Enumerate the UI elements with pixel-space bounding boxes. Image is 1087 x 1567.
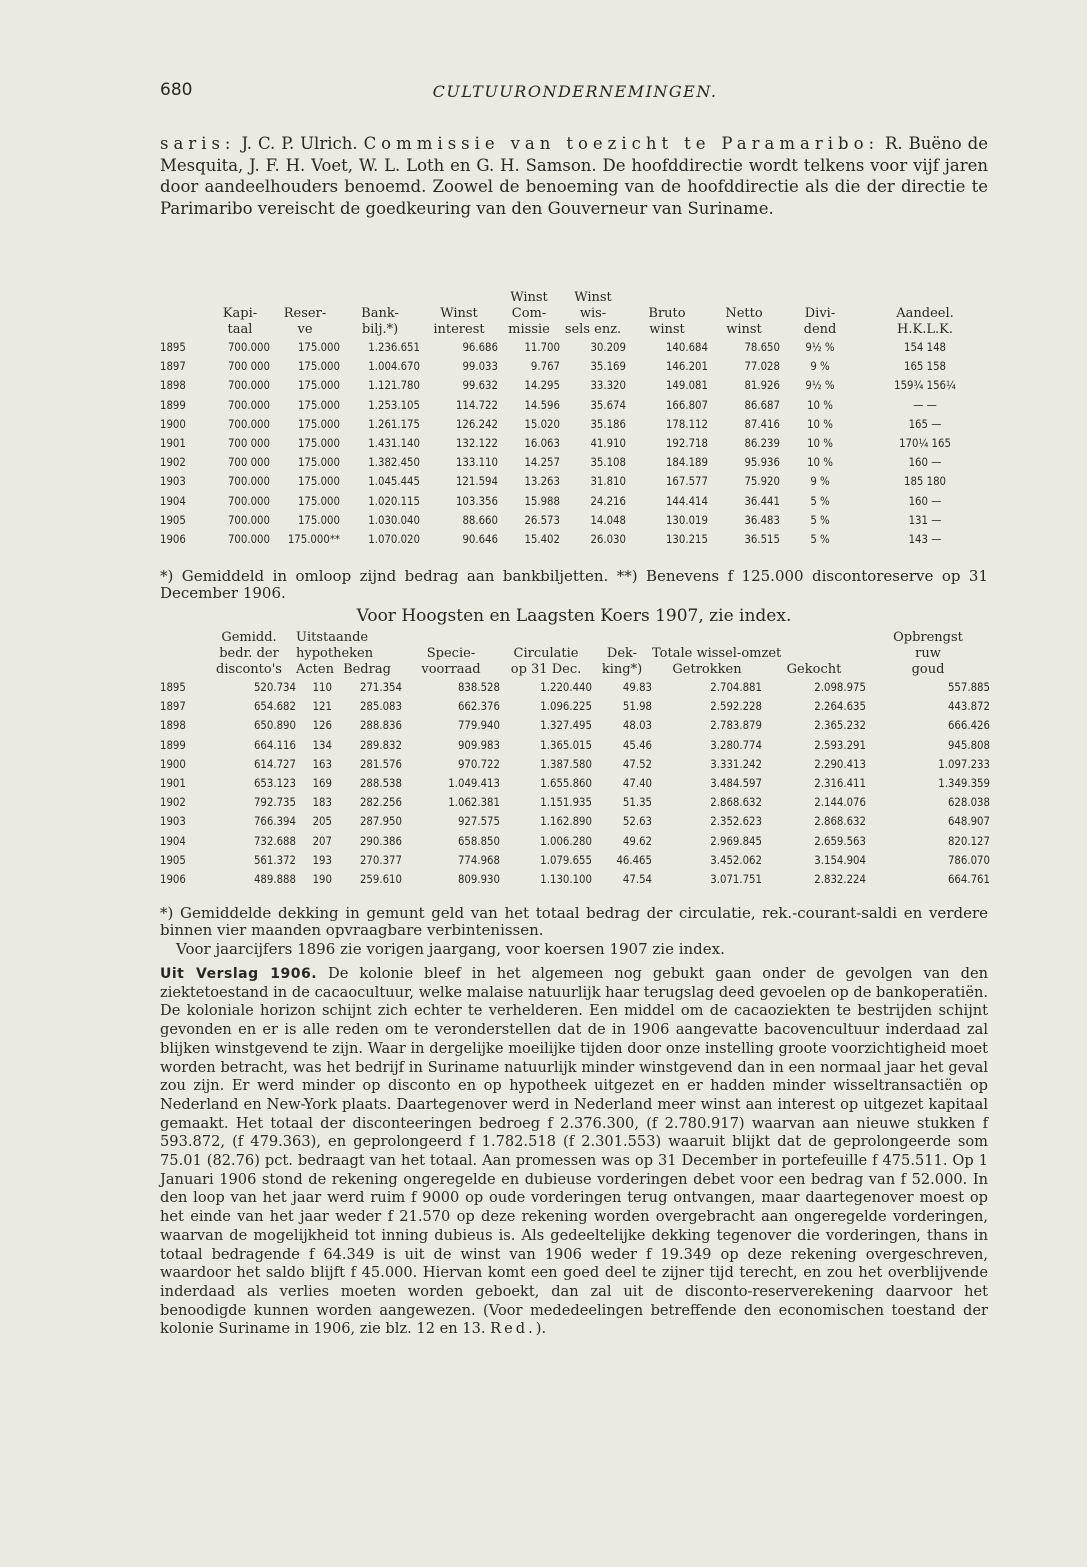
table-cell: 3.280.774 <box>710 738 762 752</box>
table-cell: 2.316.411 <box>814 777 866 791</box>
table-cell: 132.122 <box>455 437 498 451</box>
table-cell: 175.000 <box>297 379 340 393</box>
table-cell: 1.030.040 <box>368 513 420 527</box>
table-cell: 14.048 <box>590 513 626 527</box>
table-cell: 175.000 <box>297 437 340 451</box>
row-year: 1903 <box>160 815 186 829</box>
row-year: 1906 <box>160 533 186 547</box>
table-cell: 14.257 <box>524 456 560 470</box>
row-year: 1904 <box>160 494 186 508</box>
table1-col-header: Divi- dend <box>803 306 837 337</box>
table-cell: 2.365.232 <box>814 719 866 733</box>
row-year: 1900 <box>160 417 186 431</box>
table-cell: 1.236.651 <box>368 341 420 354</box>
table-cell: 121.594 <box>455 475 498 489</box>
table-cell: 700.000 <box>227 494 270 508</box>
table-cell: 662.376 <box>457 700 500 714</box>
table-row <box>160 511 990 530</box>
table-cell: 1.130.100 <box>540 873 592 887</box>
table2-col-header: Bedrag <box>343 662 391 677</box>
table-cell: 786.070 <box>947 853 990 867</box>
table-cell: 838.528 <box>457 681 500 694</box>
table-cell: 103.356 <box>455 494 498 508</box>
table-cell: 45.46 <box>622 738 652 752</box>
table-cell: 9½ % <box>805 379 835 393</box>
table-cell: 86.239 <box>744 437 780 451</box>
table-cell: 33.320 <box>590 379 626 393</box>
table-cell: 557.885 <box>947 681 990 694</box>
table-cell: 1.006.280 <box>540 834 592 848</box>
row-year: 1899 <box>160 398 186 412</box>
table-row <box>160 812 990 831</box>
row-year: 1898 <box>160 379 186 393</box>
table-cell: 1.162.890 <box>540 815 592 829</box>
table-cell: 52.63 <box>622 815 652 829</box>
table2-col-header <box>160 630 202 678</box>
table-cell: 1.097.233 <box>938 757 990 771</box>
table-cell: 81.926 <box>744 379 780 393</box>
table-cell: 140.684 <box>665 341 708 354</box>
table-cell: 648.907 <box>947 815 990 829</box>
table-cell: 170¼ 165 <box>899 437 951 451</box>
table-cell: 779.940 <box>457 719 500 733</box>
table-cell: 154 148 <box>903 341 947 354</box>
table-cell: 2.290.413 <box>814 757 866 771</box>
row-year: 1905 <box>160 853 186 867</box>
table-cell: 792.735 <box>253 796 296 810</box>
balance-table-body <box>160 678 990 889</box>
table-cell: 700.000 <box>227 379 270 393</box>
table-cell: 1.327.495 <box>540 719 592 733</box>
table-cell: 78.650 <box>744 341 780 354</box>
intro-part-4: R. Buëno de Mesquita, J. F. H. Voet, W. L. Loth en G. H. Samson. De hoofddirectie wordt telkens voor vijf jaren door aandeelhouders benoemd. Zoowel de benoeming van de hoofddirectie als die der directie te Parimaribo vereischt de goedkeuring van den Gouverneur van Suriname. <box>160 134 988 218</box>
table-cell: 1.121.780 <box>368 379 420 393</box>
table-cell: 2.098.975 <box>814 681 866 694</box>
table-cell: 121 <box>312 700 332 714</box>
table-cell: 1.096.225 <box>540 700 592 714</box>
row-year: 1895 <box>160 341 186 354</box>
table-cell: 1.045.445 <box>368 475 420 489</box>
table-cell: 166.807 <box>665 398 708 412</box>
row-year: 1901 <box>160 437 186 451</box>
table-cell: 36.483 <box>744 513 780 527</box>
intro-paragraph <box>160 133 988 219</box>
table-cell: 51.35 <box>622 796 652 810</box>
page-header <box>160 80 990 104</box>
table-cell: 2.783.879 <box>710 719 762 733</box>
table-cell: 9 % <box>810 360 830 374</box>
table-cell: 193 <box>312 853 332 867</box>
table-cell: 2.264.635 <box>814 700 866 714</box>
table2-col-header: Circulatie op 31 Dec. <box>510 646 582 677</box>
balance-table-header <box>160 630 990 678</box>
table-cell: 160 — <box>908 456 942 470</box>
table-cell: 14.596 <box>524 398 560 412</box>
table-cell: 96.686 <box>462 341 498 354</box>
table-cell: 700.000 <box>227 417 270 431</box>
row-year: 1902 <box>160 456 186 470</box>
table-cell: 2.832.224 <box>814 873 866 887</box>
table-cell: 160 — <box>908 494 942 508</box>
table-row <box>160 415 990 434</box>
table-cell: 1.020.115 <box>368 494 420 508</box>
table-cell: 35.186 <box>590 417 626 431</box>
table-cell: 654.682 <box>253 700 296 714</box>
table-cell: 666.426 <box>947 719 990 733</box>
table-cell: 1.004.670 <box>368 360 420 374</box>
table2-col-header: Totale wissel-omzet Getrokken <box>652 646 782 677</box>
balance-table-note: Voor jaarcijfers 1896 zie vorigen jaargang, voor koersen 1907 zie index. <box>176 940 725 958</box>
table-cell: 281.576 <box>359 757 402 771</box>
table-cell: 165 158 <box>903 360 947 374</box>
table-cell: 175.000 <box>297 360 340 374</box>
table-cell: 146.201 <box>665 360 708 374</box>
table-cell: 927.575 <box>457 815 500 829</box>
table-cell: 2.659.563 <box>814 834 866 848</box>
table-cell: 1.253.105 <box>368 398 420 412</box>
table-cell: 144.414 <box>665 494 708 508</box>
table-cell: 26.573 <box>524 513 560 527</box>
table1-col-header: Netto winst <box>725 306 763 337</box>
table-cell: 87.416 <box>744 417 780 431</box>
table-cell: 270.377 <box>359 853 402 867</box>
table-cell: 131 — <box>908 513 942 527</box>
table-cell: 2.868.632 <box>814 815 866 829</box>
table-cell: 1.220.440 <box>540 681 592 694</box>
table-cell: 650.890 <box>253 719 296 733</box>
table1-col-header: Kapi- taal <box>222 306 258 337</box>
table-cell: 185 180 <box>903 475 947 489</box>
table-cell: 134 <box>312 738 332 752</box>
table-cell: 143 — <box>908 533 942 547</box>
results-table-body <box>160 338 990 549</box>
table-cell: 9 % <box>810 475 830 489</box>
row-year: 1898 <box>160 719 186 733</box>
table2-col-header: Uitstaande hypotheken Acten <box>296 630 374 677</box>
row-year: 1901 <box>160 777 186 791</box>
table-cell: 10 % <box>807 417 833 431</box>
table-cell: 175.000 <box>297 475 340 489</box>
table-cell: 163 <box>312 757 332 771</box>
table-cell: 36.441 <box>744 494 780 508</box>
table-row <box>160 697 990 716</box>
table-cell: 1.261.175 <box>368 417 420 431</box>
report-end: ). <box>535 1320 547 1338</box>
table-cell: 35.169 <box>590 360 626 374</box>
table-cell: 51.98 <box>622 700 652 714</box>
table-cell: 5 % <box>810 513 830 527</box>
table-row <box>160 396 990 415</box>
table-cell: 130.215 <box>665 533 708 547</box>
results-table-footnote: *) Gemiddeld in omloop zijnd bedrag aan bankbiljetten. **) Benevens f 125.000 discontoreserve op 31 December 1906. <box>160 567 988 602</box>
table-cell: — — <box>913 398 937 412</box>
table1-col-header: Winst Com- missie <box>508 290 550 337</box>
table-cell: 99.632 <box>462 379 498 393</box>
table-cell: 175.000 <box>297 417 340 431</box>
table-row <box>160 755 990 774</box>
table-cell: 443.872 <box>947 700 990 714</box>
table-cell: 95.936 <box>744 456 780 470</box>
table-cell: 658.850 <box>457 834 500 848</box>
table-cell: 47.54 <box>622 873 652 887</box>
table-cell: 2.868.632 <box>710 796 762 810</box>
table-row <box>160 453 990 472</box>
balance-table-footnote: *) Gemiddelde dekking in gemunt geld van het totaal bedrag der circulatie, rek.-courant-saldi en verdere binnen vier maanden opvraagbare verbintenissen. <box>160 904 988 939</box>
results-table-header <box>160 290 990 338</box>
table-cell: 35.108 <box>590 456 626 470</box>
row-year: 1897 <box>160 360 186 374</box>
table-cell: 732.688 <box>253 834 296 848</box>
table-cell: 169 <box>312 777 332 791</box>
row-year: 1903 <box>160 475 186 489</box>
balance-table <box>160 630 990 889</box>
table-cell: 133.110 <box>455 456 498 470</box>
row-year: 1895 <box>160 681 186 694</box>
table-cell: 909.983 <box>457 738 500 752</box>
table-cell: 2.144.076 <box>814 796 866 810</box>
table-cell: 15.988 <box>524 494 560 508</box>
report-signature: Red. <box>490 1320 536 1338</box>
table2-col-header: Gekocht <box>786 662 842 677</box>
table-cell: 9½ % <box>805 341 835 354</box>
table-cell: 700.000 <box>227 533 270 547</box>
table-cell: 809.930 <box>457 873 500 887</box>
table-cell: 5 % <box>810 533 830 547</box>
table-cell: 16.063 <box>524 437 560 451</box>
table-cell: 130.019 <box>665 513 708 527</box>
table-cell: 774.968 <box>457 853 500 867</box>
table-cell: 49.83 <box>622 681 652 694</box>
table-cell: 205 <box>312 815 332 829</box>
table-cell: 3.154.904 <box>814 853 866 867</box>
table-cell: 15.402 <box>524 533 560 547</box>
table-cell: 1.431.140 <box>368 437 420 451</box>
table-row <box>160 376 990 395</box>
table-cell: 1.655.860 <box>540 777 592 791</box>
table-cell: 3.484.597 <box>710 777 762 791</box>
table-row <box>160 736 990 755</box>
table-cell: 700.000 <box>227 341 270 354</box>
table-row <box>160 716 990 735</box>
table-cell: 47.40 <box>622 777 652 791</box>
table-cell: 75.920 <box>744 475 780 489</box>
table-cell: 664.761 <box>947 873 990 887</box>
table-cell: 653.123 <box>253 777 296 791</box>
table-cell: 271.354 <box>359 681 402 694</box>
table-cell: 10 % <box>807 398 833 412</box>
table-cell: 2.593.291 <box>814 738 866 752</box>
table2-col-header: Opbrengst ruw goud <box>893 630 963 677</box>
row-year: 1905 <box>160 513 186 527</box>
table-cell: 207 <box>312 834 332 848</box>
table-cell: 489.888 <box>253 873 296 887</box>
table-cell: 46.465 <box>616 853 652 867</box>
row-year: 1899 <box>160 738 186 752</box>
table-cell: 175.000 <box>297 456 340 470</box>
table-cell: 126.242 <box>455 417 498 431</box>
table-cell: 289.832 <box>359 738 402 752</box>
table-cell: 15.020 <box>524 417 560 431</box>
intro-part-1: saris: <box>160 134 236 153</box>
table-cell: 561.372 <box>253 853 296 867</box>
table-cell: 970.722 <box>457 757 500 771</box>
table-cell: 149.081 <box>665 379 708 393</box>
table-cell: 700.000 <box>227 475 270 489</box>
table2-col-header: Specie- voorraad <box>421 646 481 677</box>
table-cell: 2.352.623 <box>710 815 762 829</box>
table-cell: 3.452.062 <box>710 853 762 867</box>
table-cell: 88.660 <box>462 513 498 527</box>
table-cell: 282.256 <box>359 796 402 810</box>
report-paragraph <box>160 965 988 1339</box>
table-cell: 700 000 <box>227 360 270 374</box>
table-cell: 11.700 <box>524 341 560 354</box>
report-body: De kolonie bleef in het algemeen nog gebukt gaan onder de gevolgen van den ziektetoestand in de cacaocultuur, welke malaise natuurlijk haar terugslag deed gevoelen op de bankoperatiën. De koloniale horizon schijnt zich echter te verhelderen. Een middel om de cacaoziekten te bestrijden schijnt gevonden en er is alle reden om te veronderstellen dat de in 1906 aangevatte bacovencultuur inderdaad zal blijken winstgevend te zijn. Waar in dergelijke moeilijke tijden door onze instelling groote voorzichtigheid moet worden betracht, was het bedrijf in Suriname natuurlijk minder winstgevend dan in een normaal jaar het geval zou zijn. Er werd minder op disconto en op hypotheek uitgezet en er hadden minder wisseltransactiën op Nederland en New-York plaats. Daartegenover werd in Nederland meer winst aan interest op uitgezet kapitaal gemaakt. Het totaal der disconteeringen bedroeg f 2.376.300, (f 2.780.917) waarvan aan nieuwe stukken f 593.872, (f 479.363), en geprolongeerd f 1.782.518 (f 2.301.553) waaruit blijkt dat de geprolongeerde som 75.01 (82.76) pct. bedraagt van het totaal. Aan promessen was op 31 December in portefeuille f 475.511. Op 1 Januari 1906 stond de rekening ongeregelde en dubieuse vorderingen debet voor een bedrag van f 52.000. In den loop van het jaar werd ruim f 9000 op oude vorderingen terug ontvangen, maar daartegenover moest op het einde van het jaar weder f 21.570 op deze rekening worden overgebracht aan ongeregelde vorderingen, waarvan de mogelijkheid tot inning dubieus is. Als gedeeltelijke dekking tegenover die vorderingen, thans in totaal bedragende f 64.349 is uit de winst van 1906 weder f 19.349 op deze rekening overgeschreven, waardoor het saldo blijft f 45.000. Hiervan komt een goed deel te zijner tijd terecht, en zou het overblijvende inderdaad als verlies moeten worden geboekt, dan zal uit de disconto-reserverekening daarvoor het benoodigde kunnen worden aangewezen. (Voor mededeelingen betreffende den economischen toestand der kolonie Suriname in 1906, zie blz. 12 en 13. <box>160 965 988 1338</box>
table-row <box>160 492 990 511</box>
subheading: Voor Hoogsten en Laagsten Koers 1907, zie index. <box>356 606 792 626</box>
table-cell: 13.263 <box>524 475 560 489</box>
table-cell: 192.718 <box>665 437 708 451</box>
table-cell: 178.112 <box>665 417 708 431</box>
table-cell: 945.808 <box>947 738 990 752</box>
table-row <box>160 678 990 697</box>
table-cell: 1.387.580 <box>540 757 592 771</box>
table-cell: 2.969.845 <box>710 834 762 848</box>
table-cell: 1.349.359 <box>938 777 990 791</box>
table-cell: 10 % <box>807 437 833 451</box>
table-cell: 1.382.450 <box>368 456 420 470</box>
table-row <box>160 338 990 357</box>
table-cell: 175.000 <box>297 513 340 527</box>
table-cell: 99.033 <box>462 360 498 374</box>
table-cell: 184.189 <box>665 456 708 470</box>
table-cell: 175.000 <box>297 494 340 508</box>
table-cell: 159¾ 156¼ <box>894 379 956 393</box>
results-table <box>160 290 990 549</box>
table-cell: 1.070.020 <box>368 533 420 547</box>
table-cell: 766.394 <box>253 815 296 829</box>
table-cell: 1.049.413 <box>448 777 500 791</box>
table-cell: 10 % <box>807 456 833 470</box>
table-cell: 614.727 <box>253 757 296 771</box>
table-cell: 35.674 <box>590 398 626 412</box>
table-cell: 90.646 <box>462 533 498 547</box>
table-cell: 190 <box>312 873 332 887</box>
table-row <box>160 357 990 376</box>
table-cell: 2.704.881 <box>710 681 762 694</box>
table-cell: 664.116 <box>253 738 296 752</box>
table-cell: 520.734 <box>253 681 296 694</box>
table1-col-header: Bank- bilj.*) <box>361 306 399 337</box>
row-year: 1906 <box>160 873 186 887</box>
table-cell: 290.386 <box>359 834 402 848</box>
table-row <box>160 870 990 889</box>
table-cell: 41.910 <box>590 437 626 451</box>
table-cell: 175.000 <box>297 341 340 354</box>
table-cell: 820.127 <box>947 834 990 848</box>
table-cell: 285.083 <box>359 700 402 714</box>
table-cell: 86.687 <box>744 398 780 412</box>
table1-col-header: Aandeel. H.K.L.K. <box>896 306 954 337</box>
table-cell: 1.079.655 <box>540 853 592 867</box>
table-cell: 288.538 <box>359 777 402 791</box>
table-cell: 3.331.242 <box>710 757 762 771</box>
table-cell: 114.722 <box>455 398 498 412</box>
table-cell: 77.028 <box>744 360 780 374</box>
running-title: CULTUURONDERNEMINGEN. <box>432 82 718 101</box>
row-year: 1902 <box>160 796 186 810</box>
table-row <box>160 530 990 549</box>
table-cell: 36.515 <box>744 533 780 547</box>
table-row <box>160 832 990 851</box>
table-cell: 1.365.015 <box>540 738 592 752</box>
table-row <box>160 774 990 793</box>
table-cell: 5 % <box>810 494 830 508</box>
table-cell: 183 <box>312 796 332 810</box>
table-cell: 47.52 <box>622 757 652 771</box>
table1-col-header: Bruto winst <box>648 306 686 337</box>
table-row <box>160 434 990 453</box>
row-year: 1904 <box>160 834 186 848</box>
table-cell: 165 — <box>908 417 942 431</box>
table-cell: 1.062.381 <box>448 796 500 810</box>
table-cell: 167.577 <box>665 475 708 489</box>
table-cell: 24.216 <box>590 494 626 508</box>
intro-part-2: J. C. P. Ulrich. <box>235 134 364 153</box>
table-cell: 700.000 <box>227 513 270 527</box>
table1-col-header: Reser- ve <box>283 306 327 337</box>
table-cell: 9.767 <box>530 360 560 374</box>
table-cell: 700 000 <box>227 456 270 470</box>
table-cell: 126 <box>312 719 332 733</box>
table1-col-header: Winst wis- sels enz. <box>564 290 622 337</box>
table1-col-header <box>160 290 210 338</box>
table-row <box>160 851 990 870</box>
intro-part-3: Commissie van toezicht te Paramaribo: <box>363 134 880 153</box>
table-row <box>160 472 990 491</box>
table-cell: 48.03 <box>622 719 652 733</box>
page-number: 680 <box>160 80 193 100</box>
table-cell: 259.610 <box>359 873 402 887</box>
table1-col-header: Winst interest <box>433 306 485 337</box>
table-row <box>160 793 990 812</box>
table-cell: 2.592.228 <box>710 700 762 714</box>
table-cell: 110 <box>312 681 332 694</box>
table-cell: 1.151.935 <box>540 796 592 810</box>
table-cell: 30.209 <box>590 341 626 354</box>
table-cell: 288.836 <box>359 719 402 733</box>
table-cell: 31.810 <box>590 475 626 489</box>
table-cell: 700 000 <box>227 437 270 451</box>
table2-col-header: Gemidd. bedr. der disconto's <box>216 630 282 677</box>
row-year: 1897 <box>160 700 186 714</box>
table-cell: 287.950 <box>359 815 402 829</box>
table-cell: 175.000 <box>297 398 340 412</box>
table-cell: 49.62 <box>622 834 652 848</box>
table-cell: 175.000** <box>287 533 340 547</box>
table-cell: 628.038 <box>947 796 990 810</box>
table-cell: 3.071.751 <box>710 873 762 887</box>
row-year: 1900 <box>160 757 186 771</box>
table-cell: 700.000 <box>227 398 270 412</box>
table-cell: 26.030 <box>590 533 626 547</box>
table-cell: 14.295 <box>524 379 560 393</box>
table2-col-header: Dek- king*) <box>601 646 643 677</box>
report-heading: Uit Verslag 1906. <box>160 966 318 982</box>
